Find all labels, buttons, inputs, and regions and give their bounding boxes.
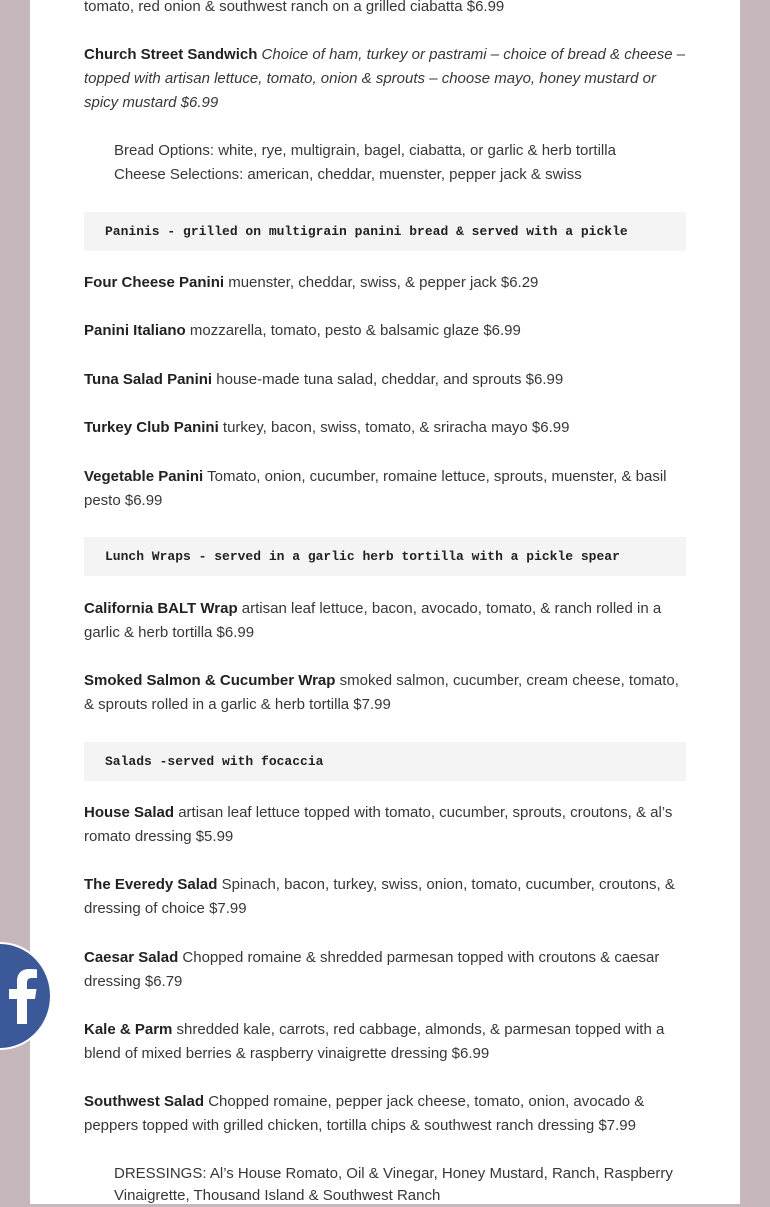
menu-item <box>84 416 686 440</box>
item-name: Southwest Salad <box>84 1093 205 1110</box>
item-name: California BALT Wrap <box>84 600 238 617</box>
item-name: The Everedy Salad <box>84 876 218 893</box>
menu-item <box>84 873 686 921</box>
menu-item-church-street <box>84 43 686 115</box>
menu-item <box>84 669 686 717</box>
bread-options: Bread Options: white, rye, multigrain, bagel, ciabatta, or garlic & herb tortilla <box>114 142 616 159</box>
cheese-selections: Cheese Selections: american, cheddar, muenster, pepper jack & swiss <box>114 166 582 183</box>
item-description: Choice of ham, turkey or pastrami – choice of bread & cheese – topped with artisan lettuce, tomato, onion & sprouts – choose mayo, honey mustard or spicy mustard $6.99 <box>84 46 686 111</box>
menu-item <box>84 1090 686 1138</box>
section-header-paninis: Paninis - grilled on multigrain panini bread & served with a pickle <box>84 212 686 251</box>
item-description: smoked salmon, cucumber, cream cheese, tomato, & sprouts rolled in a garlic & herb tortilla $7.99 <box>84 672 679 713</box>
item-name: Tuna Salad Panini <box>84 371 213 388</box>
page-container <box>30 0 740 1204</box>
item-description: muenster, cheddar, swiss, & pepper jack $6.29 <box>224 274 539 291</box>
item-description: Spinach, bacon, turkey, swiss, onion, tomato, cucumber, croutons, & dressing of choice $7.99 <box>84 876 675 917</box>
item-description: artisan leaf lettuce topped with tomato, cucumber, sprouts, croutons, & al’s romato dressing $5.99 <box>84 804 673 845</box>
item-description: Tomato, onion, cucumber, romaine lettuce, sprouts, muenster, & basil pesto $6.99 <box>84 468 667 509</box>
facebook-icon <box>8 968 38 1024</box>
menu-item <box>84 801 686 849</box>
item-name: Four Cheese Panini <box>84 274 225 291</box>
item-description: Chopped romaine, pepper jack cheese, tomato, onion, avocado & peppers topped with grilled chicken, tortilla chips & southwest ranch dressing $7.99 <box>84 1093 645 1134</box>
item-name: Smoked Salmon & Cucumber Wrap <box>84 672 336 689</box>
menu-item <box>84 368 686 392</box>
item-name: Church Street Sandwich <box>84 46 258 63</box>
menu-item <box>84 271 686 295</box>
item-name: Turkey Club Panini <box>84 419 219 436</box>
item-name: Vegetable Panini <box>84 468 204 485</box>
dressings-list: DRESSINGS: Al’s House Romato, Oil & Vinegar, Honey Mustard, Ranch, Raspberry Vinaigrette, Thousand Island & Southwest Ranch <box>114 1165 673 1204</box>
item-name: House Salad <box>84 804 175 821</box>
item-description: artisan leaf lettuce, bacon, avocado, tomato, & ranch rolled in a garlic & herb tortilla $6.99 <box>84 600 662 641</box>
section-header-wraps: Lunch Wraps - served in a garlic herb tortilla with a pickle spear <box>84 537 686 576</box>
item-name: Kale & Parm <box>84 1021 173 1038</box>
item-description: mozzarella, tomato, pesto & balsamic glaze $6.99 <box>185 322 521 339</box>
menu-item <box>84 319 686 343</box>
item-name: Panini Italiano <box>84 322 186 339</box>
menu-item <box>84 946 686 994</box>
item-description: turkey, bacon, swiss, tomato, & sriracha mayo $6.99 <box>218 419 570 436</box>
item-description: Chopped romaine & shredded parmesan topped with croutons & caesar dressing $6.79 <box>84 949 660 990</box>
item-description: shredded kale, carrots, red cabbage, almonds, & parmesan topped with a blend of mixed berries & raspberry vinaigrette dressing $6.99 <box>84 1021 665 1062</box>
menu-item <box>84 465 686 513</box>
item-name: Caesar Salad <box>84 949 179 966</box>
menu-item-text: tomato, red onion & southwest ranch on a grilled ciabatta $6.99 <box>84 0 505 15</box>
item-description: house-made tuna salad, cheddar, and sprouts $6.99 <box>212 371 564 388</box>
section-header-salads: Salads -served with focaccia <box>84 742 686 781</box>
menu-item <box>84 597 686 645</box>
menu-item <box>84 1018 686 1066</box>
